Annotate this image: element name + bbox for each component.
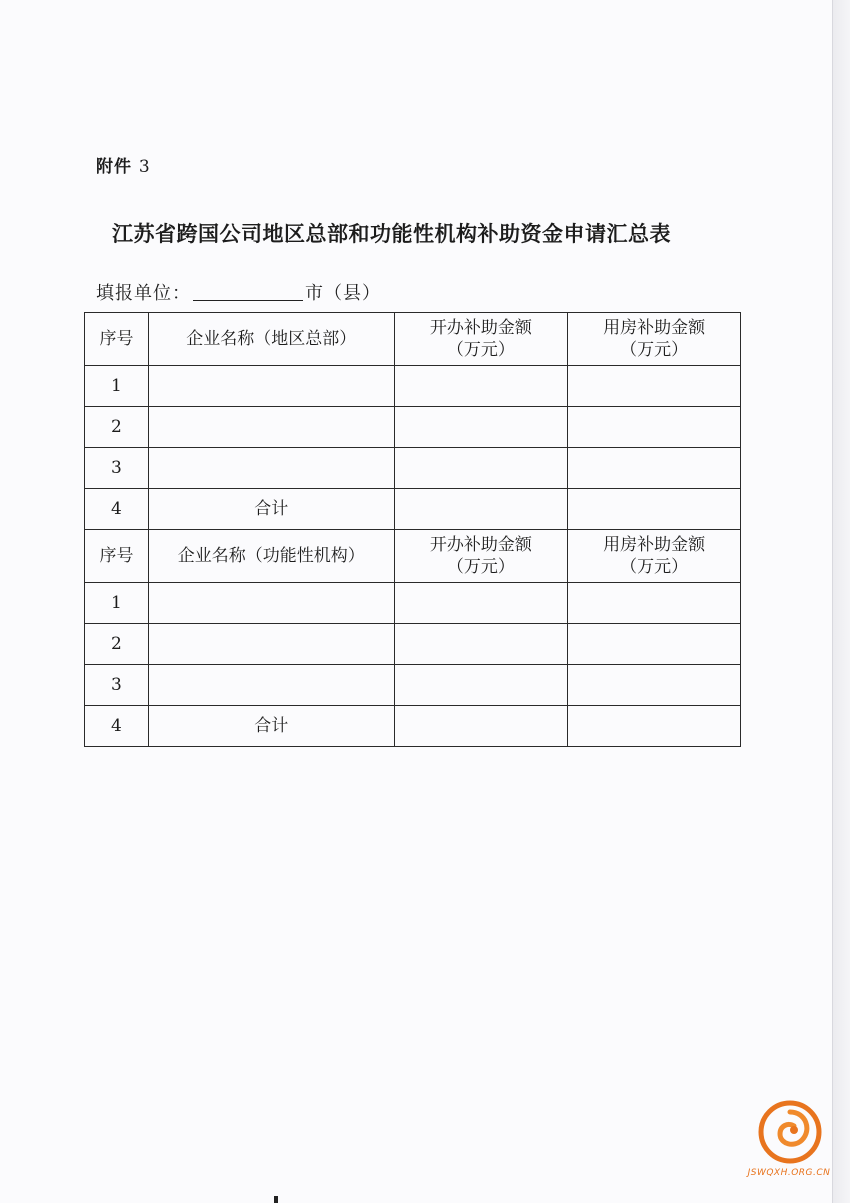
row-number-cell: 4 [85, 489, 149, 530]
row-number-cell: 2 [85, 407, 149, 448]
empty-input-cell[interactable] [568, 448, 741, 489]
row-number-cell: 4 [85, 706, 149, 747]
section1-header-row [85, 313, 741, 366]
watermark-text: JSWQXH.ORG.CN [747, 1168, 831, 1178]
empty-input-cell[interactable] [394, 583, 568, 624]
empty-input-cell[interactable] [568, 407, 741, 448]
empty-input-cell[interactable] [568, 665, 741, 706]
section2-header-cell: 企业名称（功能性机构） [148, 530, 394, 583]
total-label-cell: 合计 [148, 706, 394, 747]
empty-input-cell[interactable] [568, 624, 741, 665]
filling-unit-blank[interactable] [193, 282, 303, 301]
empty-input-cell[interactable] [394, 489, 568, 530]
summary-table [84, 312, 741, 747]
table-row [85, 706, 741, 747]
empty-input-cell[interactable] [148, 583, 394, 624]
page-mark [274, 1196, 278, 1203]
row-number-cell: 1 [85, 583, 149, 624]
section1-header-cell: 企业名称（地区总部） [148, 313, 394, 366]
section2-header-cell: 用房补助金额 （万元） [568, 530, 741, 583]
section1-header-cell: 序号 [85, 313, 149, 366]
empty-input-cell[interactable] [394, 407, 568, 448]
section1-header-cell: 用房补助金额 （万元） [568, 313, 741, 366]
swirl-logo-icon [758, 1100, 822, 1164]
total-label-cell: 合计 [148, 489, 394, 530]
empty-input-cell[interactable] [148, 448, 394, 489]
empty-input-cell[interactable] [148, 366, 394, 407]
table-row [85, 665, 741, 706]
filling-unit-suffix: 市（县） [305, 283, 381, 304]
empty-input-cell[interactable] [394, 448, 568, 489]
table-row [85, 583, 741, 624]
table-row [85, 407, 741, 448]
attachment-number: 3 [138, 157, 151, 177]
empty-input-cell[interactable] [568, 366, 741, 407]
row-number-cell: 3 [85, 448, 149, 489]
empty-input-cell[interactable] [148, 665, 394, 706]
filling-unit-label: 填报单位： [96, 283, 191, 304]
table-row [85, 448, 741, 489]
empty-input-cell[interactable] [148, 624, 394, 665]
row-number-cell: 1 [85, 366, 149, 407]
empty-input-cell[interactable] [394, 665, 568, 706]
table-row [85, 366, 741, 407]
attachment-label-text: 附件 [96, 157, 132, 177]
empty-input-cell[interactable] [148, 407, 394, 448]
table-row [85, 624, 741, 665]
row-number-cell: 2 [85, 624, 149, 665]
section2-header-row [85, 530, 741, 583]
table-row [85, 489, 741, 530]
section2-header-cell: 序号 [85, 530, 149, 583]
section2-header-cell: 开办补助金额 （万元） [394, 530, 568, 583]
document-title: 江苏省跨国公司地区总部和功能性机构补助资金申请汇总表 [112, 222, 671, 246]
empty-input-cell[interactable] [394, 624, 568, 665]
empty-input-cell[interactable] [568, 489, 741, 530]
filling-unit-line [96, 279, 381, 305]
empty-input-cell[interactable] [394, 366, 568, 407]
empty-input-cell[interactable] [568, 583, 741, 624]
summary-table-body [85, 313, 741, 747]
section1-header-cell: 开办补助金额 （万元） [394, 313, 568, 366]
attachment-label [96, 152, 151, 177]
empty-input-cell[interactable] [394, 706, 568, 747]
empty-input-cell[interactable] [568, 706, 741, 747]
page-edge-shadow [832, 0, 850, 1203]
row-number-cell: 3 [85, 665, 149, 706]
